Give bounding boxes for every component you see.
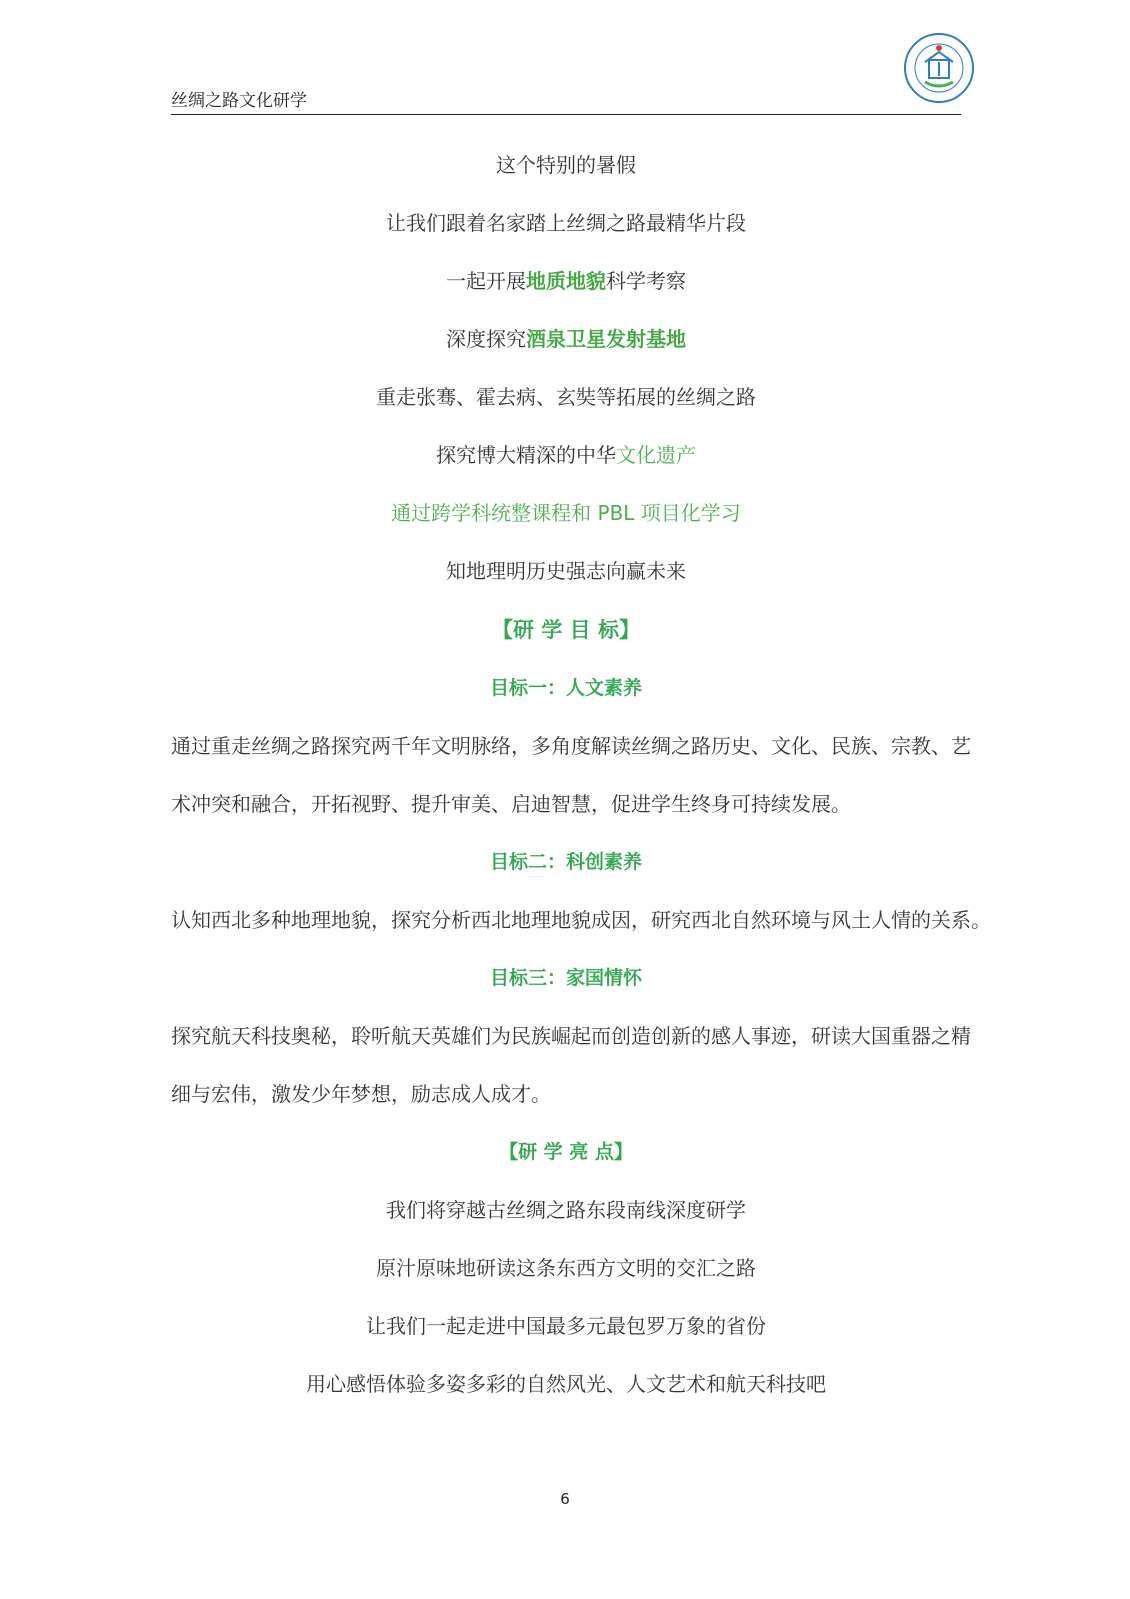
intro-line-5: 重走张骞、霍去病、玄奘等拓展的丝绸之路 — [376, 385, 756, 409]
goal-1-text-line-1: 通过重走丝绸之路探究两千年文明脉络，多角度解读丝绸之路历史、文化、民族、宗教、艺 — [171, 734, 971, 758]
goal-2-text-line-1: 认知西北多种地理地貌，探究分析西北地理地貌成因，研究西北自然环境与风土人情的关系。 — [171, 908, 991, 932]
goal-3-text-line-1: 探究航天科技奥秘，聆听航天英雄们为民族崛起而创造创新的感人事迹，研读大国重器之精 — [171, 1024, 971, 1048]
goal-1-title: 目标一：人文素养 — [489, 677, 642, 699]
intro-line-3-highlight: 地质地貌 — [526, 269, 606, 293]
intro-line-3-prefix: 一起开展 — [446, 269, 526, 293]
intro-line-8: 知地理明历史强志向赢未来 — [446, 559, 686, 583]
highlight-line-2: 原汁原味地研读这条东西方文明的交汇之路 — [376, 1256, 756, 1280]
goals-heading: 【研 学 目 标】 — [492, 618, 640, 642]
intro-line-7: 通过跨学科统整课程和 PBL 项目化学习 — [391, 501, 741, 525]
highlight-line-1: 我们将穿越古丝绸之路东段南线深度研学 — [386, 1198, 746, 1222]
intro-line-1: 这个特别的暑假 — [496, 153, 636, 177]
goal-1-text-line-2: 术冲突和融合，开拓视野、提升审美、启迪智慧，促进学生终身可持续发展。 — [171, 792, 851, 816]
highlights-heading: 【研 学 亮 点】 — [499, 1141, 633, 1163]
intro-line-4-prefix: 深度探究 — [446, 327, 526, 351]
header-divider — [171, 114, 961, 115]
intro-line-4 — [171, 325, 961, 353]
intro-line-6 — [171, 441, 961, 469]
school-logo — [903, 32, 975, 104]
goal-2-title: 目标二：科创素养 — [489, 851, 642, 873]
highlight-line-4: 用心感悟体验多姿多彩的自然风光、人文艺术和航天科技吧 — [306, 1372, 826, 1396]
intro-line-6-accent: 文化遗产 — [616, 443, 696, 467]
logo-emblem-icon — [903, 32, 975, 104]
header-title: 丝绸之路文化研学 — [171, 91, 307, 111]
intro-line-3-suffix: 科学考察 — [606, 269, 686, 293]
goal-3-title: 目标三：家国情怀 — [489, 967, 642, 989]
intro-line-2: 让我们跟着名家踏上丝绸之路最精华片段 — [386, 211, 746, 235]
page-number: 6 — [560, 1490, 570, 1508]
goal-3-text-line-2: 细与宏伟，激发少年梦想，励志成人成才。 — [171, 1082, 551, 1106]
highlight-line-3: 让我们一起走进中国最多元最包罗万象的省份 — [366, 1314, 766, 1338]
intro-line-3 — [171, 267, 961, 295]
intro-line-6-prefix: 探究博大精深的中华 — [436, 443, 616, 467]
intro-line-4-highlight: 酒泉卫星发射基地 — [526, 327, 686, 351]
